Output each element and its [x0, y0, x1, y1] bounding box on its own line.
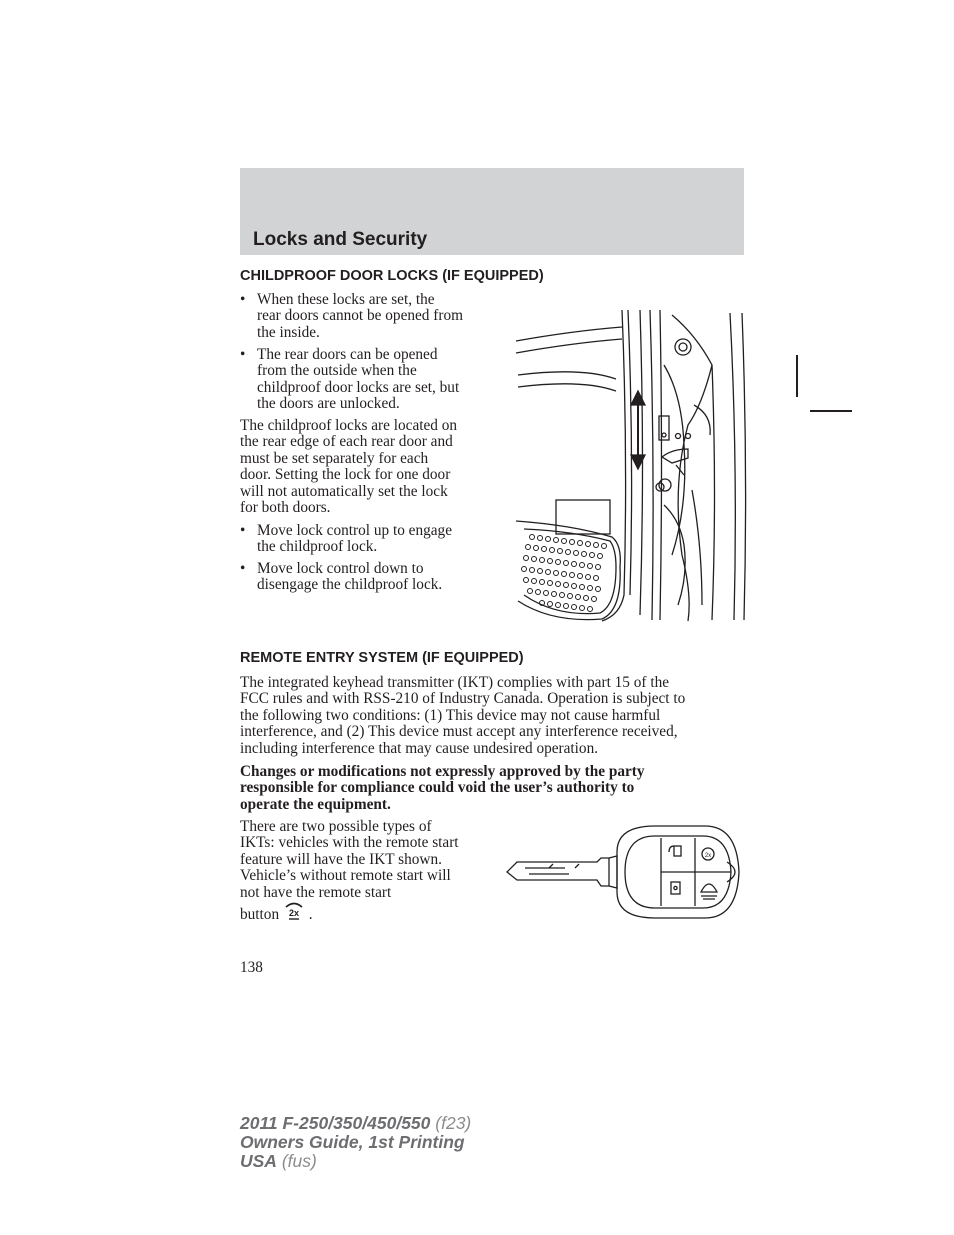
text-line: the following two conditions: (1) This device may not cause harmful — [240, 706, 661, 724]
text-line: Move lock control down to — [257, 560, 424, 577]
footer-imprint — [240, 1114, 471, 1171]
fcc-paragraph — [240, 675, 744, 757]
button-period: . — [308, 906, 313, 924]
text-line: from the outside when the — [257, 362, 417, 380]
text-line — [240, 901, 500, 923]
text-line: the rear edge of each rear door and — [240, 433, 453, 451]
section-title: Locks and Security — [253, 229, 428, 250]
text-line: The rear doors can be opened — [257, 346, 438, 363]
remote-start-2x-icon — [283, 901, 305, 921]
bullet-text — [257, 561, 442, 594]
text-line: the inside. — [257, 323, 320, 341]
footer-edition: Owners Guide, 1st Printing — [240, 1132, 465, 1152]
text-line: When these locks are set, the — [257, 291, 435, 308]
text-line: the doors are unlocked. — [257, 395, 400, 413]
text-line: disengage the childproof lock. — [257, 576, 443, 594]
bullet-text — [257, 347, 459, 413]
bullet-text — [257, 523, 452, 556]
text-line: The childproof locks are located on — [240, 417, 458, 434]
remote-start-icon-label: 2x — [288, 908, 299, 919]
text-line: feature will have the IKT shown. — [240, 850, 442, 868]
text-line: not have the remote start — [240, 883, 392, 901]
text-line: Changes or modifications not expressly approved by the party — [240, 763, 645, 780]
text-line: will not automatically set the lock — [240, 482, 448, 500]
text-line: IKTs: vehicles with the remote start — [240, 834, 459, 852]
text-line: for both doors. — [240, 499, 331, 517]
margin-rule — [810, 410, 852, 412]
childproof-door-lock-illustration — [512, 305, 752, 625]
text-line: Vehicle’s without remote start will — [240, 867, 451, 885]
text-line: childproof door locks are set, but — [257, 378, 460, 396]
childproof-paragraph — [240, 418, 510, 516]
text-line: operate the equipment. — [240, 795, 391, 813]
childproof-heading: CHILDPROOF DOOR LOCKS (IF EQUIPPED) — [240, 268, 544, 284]
remote-entry-heading: REMOTE ENTRY SYSTEM (IF EQUIPPED) — [240, 650, 524, 666]
footer-market: USA — [240, 1151, 277, 1171]
footer-line — [240, 1133, 471, 1152]
footer-line — [240, 1114, 471, 1133]
ikt-types-paragraph — [240, 819, 500, 923]
bullet-dot: • — [240, 291, 246, 308]
text-line: including interference that may cause undesired operation. — [240, 739, 599, 757]
svg-text:2x: 2x — [704, 853, 712, 859]
bullet-dot: • — [240, 522, 246, 539]
page-number: 138 — [240, 959, 263, 976]
button-word: button — [240, 906, 280, 924]
change-bar — [796, 355, 798, 397]
text-line: Move lock control up to engage — [257, 522, 452, 539]
text-line: responsible for compliance could void the user’s authority to — [240, 779, 635, 797]
bullet-dot: • — [240, 346, 246, 363]
ikt-keyfob-illustration — [505, 822, 745, 922]
text-line: There are two possible types of — [240, 818, 432, 835]
text-line: the childproof lock. — [257, 538, 378, 556]
text-line: FCC rules and with RSS-210 of Industry Canada. Operation is subject to — [240, 690, 686, 708]
footer-market-code: (fus) — [281, 1151, 317, 1171]
footer-line — [240, 1152, 471, 1171]
footer-model-code: (f23) — [435, 1113, 472, 1133]
text-line: rear doors cannot be opened from — [257, 307, 463, 325]
section-header-band — [240, 168, 744, 255]
speaker-grille — [522, 535, 607, 612]
bullet-dot: • — [240, 560, 246, 577]
text-line: must be set separately for each — [240, 449, 429, 467]
text-line: interference, and (2) This device must accept any interference received, — [240, 723, 678, 741]
footer-model: 2011 F-250/350/450/550 — [240, 1113, 431, 1133]
text-line: The integrated keyhead transmitter (IKT) complies with part 15 of the — [240, 674, 670, 691]
modification-warning — [240, 764, 744, 813]
bullet-text — [257, 292, 463, 341]
text-line: door. Setting the lock for one door — [240, 466, 451, 484]
